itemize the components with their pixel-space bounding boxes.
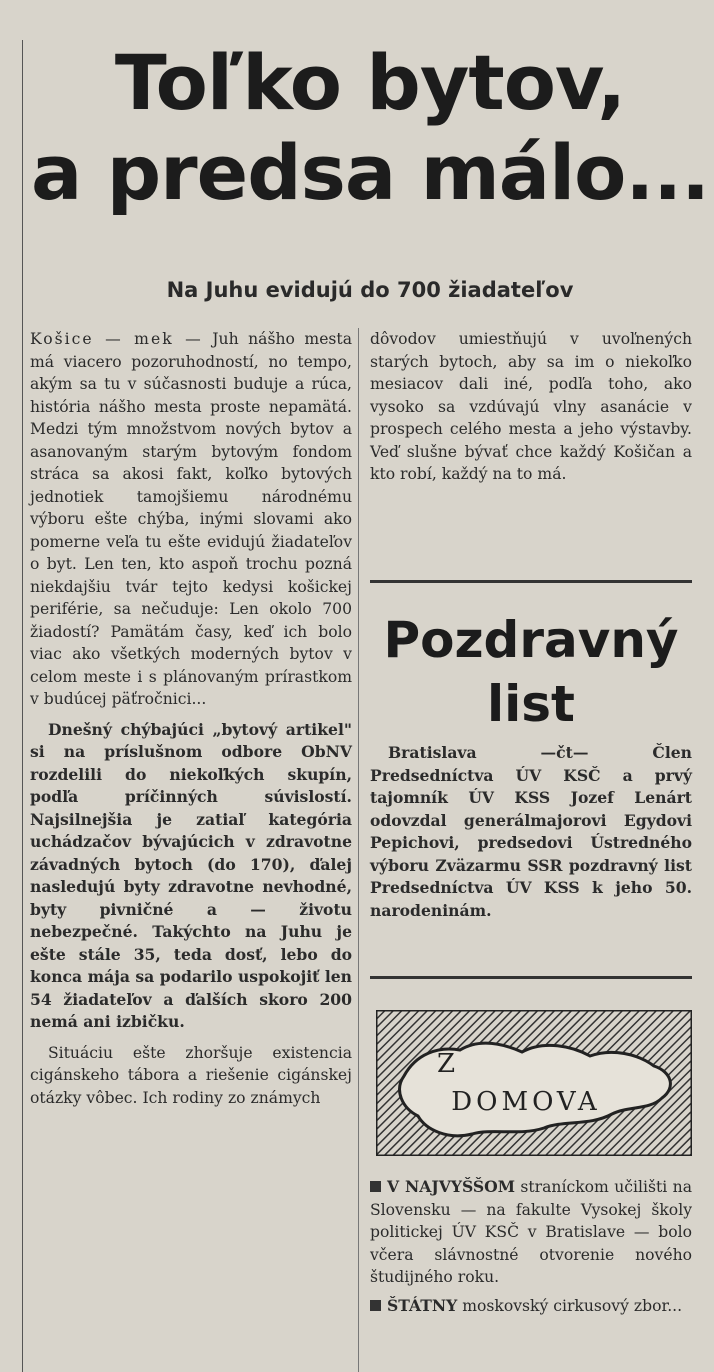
- column-rule-left: [22, 40, 23, 1372]
- news-item-2-text: moskovský cirkusový zbor...: [457, 1296, 683, 1315]
- article-paragraph-3: Situáciu ešte zhoršuje existencia cigánskeho tábora a riešenie cigánskej otázky vôbec. Ich rodiny zo známych: [30, 1043, 352, 1107]
- greeting-text: Bratislava —čt— Člen Predsedníctva ÚV KSČ a prvý tajomník ÚV KSS Jozef Lenárt odovzdal generálmajorovi Egydovi Pepichovi, predsedovi Ústredného výboru Zväzarmu SSR pozdravný list Predsedníctva ÚV KSS k jeho 50. narodeninám.: [370, 743, 692, 920]
- column-rule-middle: [358, 328, 359, 1372]
- article-paragraph-4: dôvodov umiestňujú v uvoľnených starých bytoch, aby sa im o niekoľko mesiacov dali iné, podľa toho, ako vysoko sa vzdúvajú vlny asanácie v prospech celého mesta a jeho výstavby. Veď slušne bývať chce každý Košičan a kto robí, každý na to má.: [370, 330, 692, 483]
- news-item-2: [370, 1295, 692, 1318]
- news-items: [370, 1176, 692, 1317]
- article-column-1: [30, 328, 352, 1109]
- logo-text-z: Z: [436, 1049, 456, 1079]
- greeting-article: [370, 742, 692, 922]
- section-divider-2: [370, 976, 692, 979]
- headline-line-2: a predsa málo...: [31, 128, 709, 217]
- news-item-1: [370, 1176, 692, 1289]
- article-paragraph-1: [30, 328, 352, 711]
- main-headline: [30, 38, 710, 218]
- z-domova-logo: [376, 1010, 692, 1156]
- article-paragraph-2: Dnešný chýbajúci „bytový artikel" si na príslušnom odbore ObNV rozdelili do niekoľkých skupín, podľa príčinných súvislostí. Najsilnejšia je zatiaľ kategória uchádzačov bývajúcich v zdravotne závadných bytoch (do 170), ďalej nasledujú byty zdravotne nevhodné, byty pivničné a — životu nebezpečné. Takýchto na Juhu je ešte stále 35, teda dosť, lebo do konca mája sa podarilo uspokojiť len 54 žiadateľov a ďalších skoro 200 nemá ani izbičku.: [30, 719, 352, 1031]
- bullet-square-icon: [370, 1181, 381, 1192]
- dateline: Košice — mek —: [30, 330, 203, 348]
- subheadline: Na Juhu evidujú do 700 žiadateľov: [166, 278, 574, 302]
- news-item-1-lead: V NAJVYŠŠOM: [387, 1177, 515, 1196]
- greeting-headline: Pozdravný list: [383, 611, 679, 733]
- headline-line-1: Toľko bytov,: [114, 38, 626, 127]
- bullet-square-icon: [370, 1300, 381, 1311]
- news-item-1-text: straníckom učilišti na Slovensku — na fakulte Vysokej školy politickej ÚV KSČ v Bratislave — bolo včera slávnostné otvorenie nového študijného roku.: [370, 1178, 692, 1286]
- article-column-2: [370, 328, 692, 486]
- paragraph-1-text: Juh nášho mesta má viacero pozoruhodností, no tempo, akým sa tu v súčasnosti buduje a rúca, história nášho mesta proste nepamätá. Medzi tým množstvom nových bytov a asanovaným starým bytovým fondom stráca sa akosi fakt, koľko bytových jednotiek tamojšiemu národnému výboru ešte chýba, inými slovami ako pomerne veľa tu ešte evidujú žiadateľov o byt. Len ten, kto aspoň trochu pozná niekdajšiu tvár tejto kedysi košickej periférie, sa nečuduje: Len okolo 700 žiadostí? Pamätám časy, keď ich bolo viac ako všetkých moderných bytov v celom meste i s plánovaným prírastkom v budúcej päťročnici...: [30, 330, 352, 708]
- section-divider-1: [370, 580, 692, 583]
- logo-text-domova: DOMOVA: [451, 1087, 601, 1117]
- news-item-2-lead: ŠTÁTNY: [387, 1295, 458, 1315]
